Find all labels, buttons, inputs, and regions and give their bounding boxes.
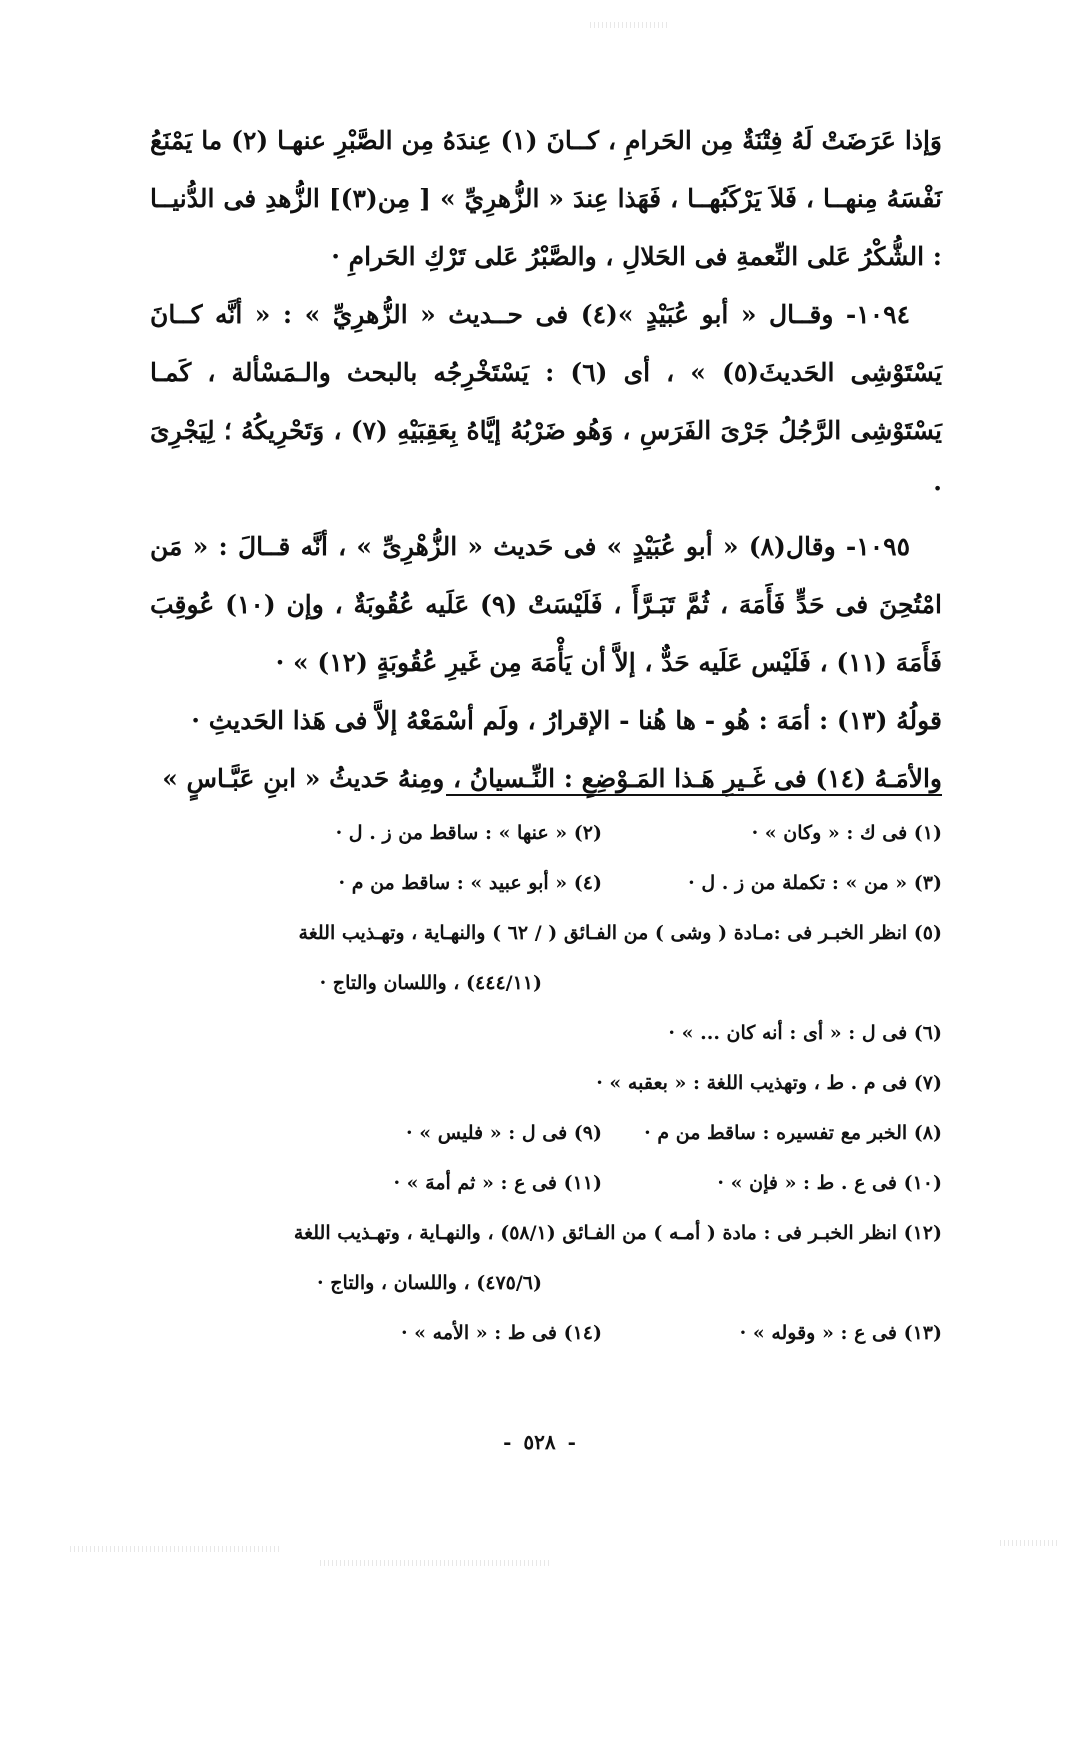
- footnote-12: (١٢) انظر الخبـر فى : مادة ( أمـه ) من الفـائق (٥٨/١) ، والنهـاية ، وتهـذيب اللغة: [293, 1222, 942, 1244]
- footnote-13: (١٣) فى ع : « وقوله » ·: [739, 1322, 942, 1344]
- footnote-8: (٨) الخبر مع تفسيره : ساقط من م ·: [644, 1122, 942, 1144]
- scan-artifact: [70, 1546, 280, 1552]
- footnote-3: (٣) « من » : تكملة من ز . ل ·: [688, 872, 942, 894]
- footnote-1: (١) فى ك : « وكان » ·: [751, 822, 942, 844]
- footnote-10: (١٠) فى ع . ط : « فإن » ·: [717, 1172, 942, 1194]
- page-number: [0, 1430, 1079, 1454]
- paragraph-entry-1094: ١٠٩٤- وقــال « أبو عُبَيْدٍ »(٤) فى حــديث « الزُّهرِيِّ » : « أنَّه كــانَ يَسْتَوْشِى الحَديثَ(٥) » ، أى (٦) : يَسْتَخْرِجُه بالبحث والـمَسْألة ، كَمـا يَسْتَوْشِى الرَّجُلُ جَرْىَ الفَرَسِ ، وَهُو ضَرْبُهُ إيَّاهُ بِعَقِبَيْهِ (٧) ، وَتَحْرِيكُهُ ؛ لِيَجْرِىَ ·: [150, 300, 942, 503]
- footnote-row: [150, 1158, 942, 1208]
- paragraph-1: وَإذا عَرَضَتْ لَهُ فِتْنَةٌ مِن الحَرامِ ، كــانَ (١) عِندَهُ مِن الصَّبْرِ عنهـا (٢) ما يَمْنَعُ نَفْسَهُ مِنهــا ، فَلاَ يَرْكَبُهــا ، فَهَذا عِندَ « الزُّهرِيِّ » [ مِن(٣)] الزُّهدِ فى الدُّنيــا : الشُّكْرُ عَلى النِّعمةِ فى الحَلالِ ، والصَّبْرُ عَلى تَرْكِ الحَرامِ ·: [150, 126, 942, 271]
- footnote-7: (٧) فى م . ط ، وتهذيب اللغة : « بعقبه » ·: [596, 1072, 942, 1094]
- page-number-dash: -: [567, 1430, 576, 1454]
- footnote-9: (٩) فى ل : « فليس » ·: [406, 1122, 602, 1144]
- page-number-value: ٥٢٨: [523, 1430, 556, 1454]
- footnote-14: (١٤) فى ط : « الأمه » ·: [400, 1322, 602, 1344]
- footnote-5: (٥) انظر الخبـر فى :مـادة ( وشى ) من الفـائق ( / ٦٢ ) والنهـاية ، وتهـذيب اللغة: [298, 922, 942, 944]
- scan-artifact: [1000, 1540, 1060, 1546]
- footnote-2: (٢) « عنها » : ساقط من ز . ل ·: [335, 822, 602, 844]
- main-text-block: [150, 112, 942, 808]
- footnote-row: [150, 808, 942, 858]
- footnote-11: (١١) فى ع : « ثم أمهَ » ·: [393, 1172, 602, 1194]
- paragraph-last-line: والأمَـهُ (١٤) فى غَـيرِ هَـذا المَـوْضِعِ : النِّـسيانُ ، ومِنهُ حَديثُ « ابنِ عَبَّـاسٍ »: [162, 764, 942, 793]
- footnote-row: [150, 1108, 942, 1158]
- footnote-5-continuation: (٤٤٤/١١) ، واللسان والتاج ·: [319, 972, 542, 994]
- paragraph-entry-1095: ١٠٩٥- وقال(٨) « أبو عُبَيْدٍ » فى حَديث « الزُّهْرِىِّ » ، أنَّه قــالَ : « مَن امْتُحِنَ فى حَدٍّ فَأَمَهَ ، ثُمَّ تَبَـرَّأَ ، فَلَيْسَتْ (٩) عَلَيه عُقُوبَةٌ ، وإن (١٠) عُوقِبَ فَأَمَهَ (١١) ، فَلَيْس عَلَيه حَدٌّ ، إلاَّ أن يَأْمَهَ مِن غَيرِ عُقُوبَةٍ (١٢) » ·: [150, 532, 943, 677]
- footnote-4: (٤) « أبو عبيد » : ساقط من م ·: [338, 872, 602, 894]
- footnote-12-continuation: (٤٧٥/٦) ، واللسان ، والتاج ·: [317, 1272, 542, 1294]
- paragraph-commentary: قولُهُ (١٣) : أمَهَ : هُو - ها هُنا - الإقرارُ ، ولَم أسْمَعْهُ إلاَّ فى هَذا الحَديثِ ·: [191, 706, 942, 735]
- footnote-divider: [446, 794, 942, 796]
- scan-artifact: [320, 1560, 550, 1566]
- footnotes-block: [150, 808, 942, 1358]
- footnote-6: (٦) فى ل : « أى : أنه كان ... » ·: [668, 1022, 942, 1044]
- footnote-row: [150, 858, 942, 908]
- footnote-row: [150, 1308, 942, 1358]
- page-number-dash: -: [503, 1430, 512, 1454]
- scan-artifact: [590, 22, 670, 28]
